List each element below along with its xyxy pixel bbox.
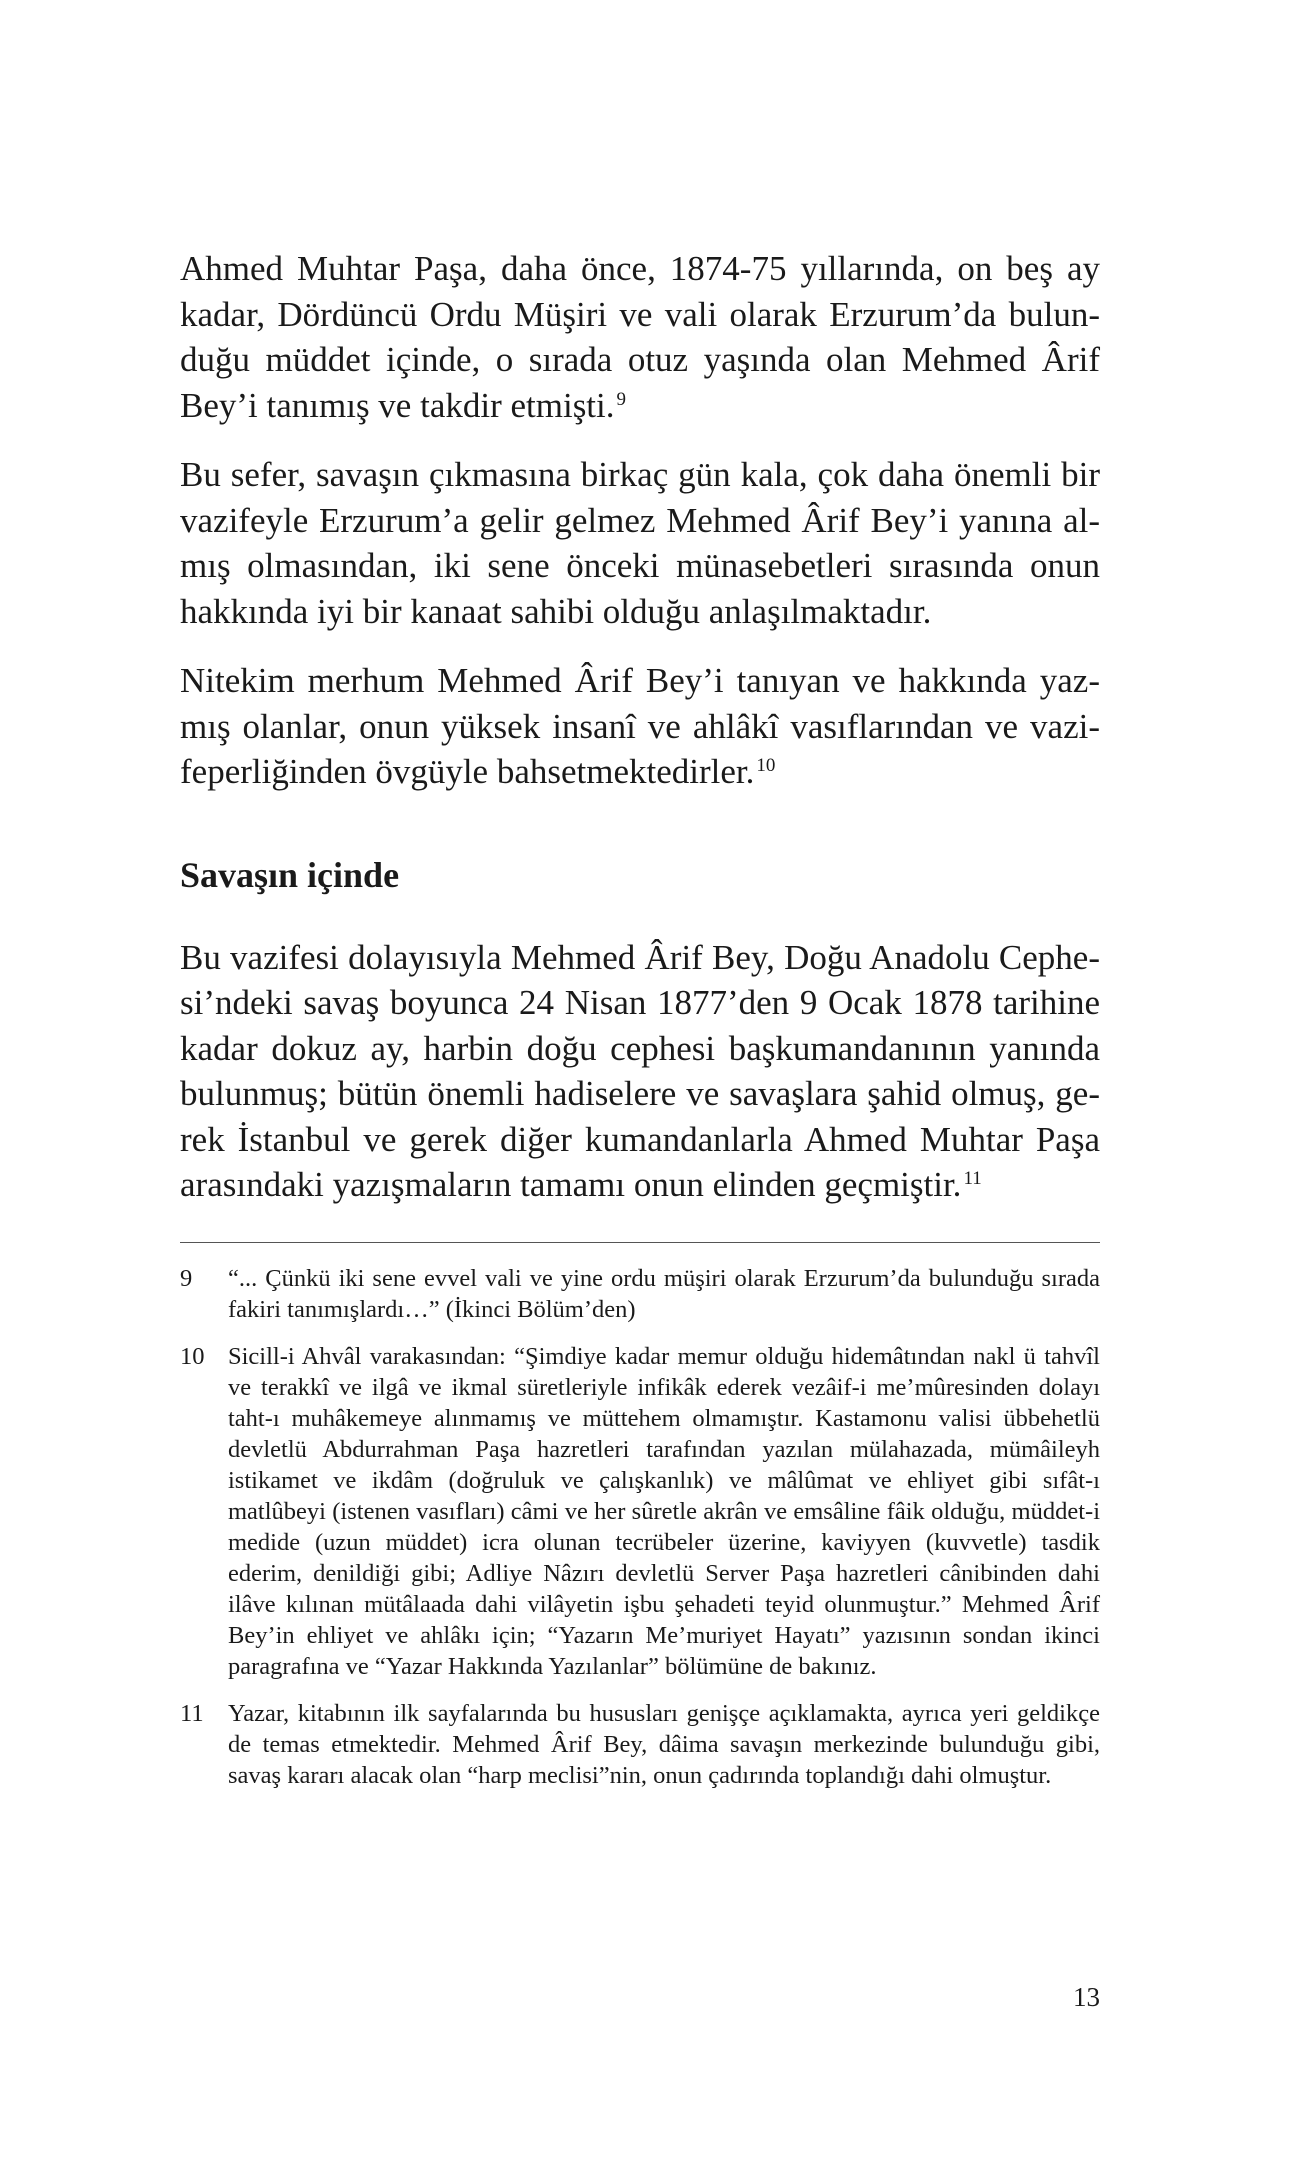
footnote-number: 11 (180, 1699, 204, 1727)
paragraph-text: Bu vazifesi dolayısıyla Mehmed Ârif Bey, Doğu Anadolu Cephesi’ndeki savaş boyunca 24 Nisan 1877’den 9 Ocak 1878 tarihine kadar dokuz ay, harbin doğu cephesi başkumandanının yanında bulunmuş; bütün önemli hadiselere ve savaşlara şahid olmuş, gerek İstanbul ve gerek diğer kumandanlarla Ahmed Muhtar Paşa arasındaki yazışmaların tamamı onun elinden geçmiştir. (180, 937, 1100, 1204)
footnote-number: 10 (180, 1342, 205, 1370)
body-paragraph-4 (180, 935, 1100, 1208)
footnote-10 (180, 1341, 1100, 1682)
footnote-number: 9 (180, 1264, 193, 1292)
paragraph-text: Bu sefer, savaşın çıkmasına birkaç gün kala, çok daha önemli bir vazifeyle Erzurum’a gelir gelmez Mehmed Ârif Bey’i yanına almış olmasından, iki sene önceki münasebetleri sırasında onun hakkında iyi bir kanaat sahibi olduğu anlaşılmaktadır. (180, 455, 1100, 631)
page-number: 13 (1073, 1982, 1100, 2012)
paragraph-text: Ahmed Muhtar Paşa, daha önce, 1874-75 yıllarında, on beş ay kadar, Dördüncü Ordu Müşiri ve vali olarak Erzurum’da bulunduğu müddet içinde, o sırada otuz yaşında olan Mehmed Ârif Bey’i tanımış ve takdir etmişti. (180, 249, 1100, 425)
footnote-text: Yazar, kitabının ilk sayfalarında bu hususları genişçe açıklamakta, ayrıca yeri geldikçe de temas etmektedir. Mehmed Ârif Bey, dâima savaşın merkezinde bulunduğu gibi, savaş kararı alacak olan “harp meclisi”nin, onun çadırında toplandığı dahi olmuştur. (228, 1699, 1100, 1789)
body-paragraph-2 (180, 452, 1100, 634)
section-heading: Savaşın içinde (180, 854, 400, 895)
body-paragraph-3 (180, 658, 1100, 795)
footnote-9 (180, 1263, 1100, 1325)
footnote-reference-11[interactable]: 11 (963, 1168, 982, 1189)
body-paragraph-1 (180, 246, 1100, 428)
footnote-text: “... Çünkü iki sene evvel vali ve yine ordu müşiri olarak Erzurum’da bulunduğu sırada fakiri tanımışlardı…” (İkinci Bölüm’den) (228, 1264, 1100, 1323)
footnote-11 (180, 1698, 1100, 1791)
footnote-reference-10[interactable]: 10 (756, 755, 776, 776)
page-content (180, 246, 1100, 1807)
footnote-reference-9[interactable]: 9 (616, 388, 627, 410)
footnote-divider (180, 1242, 1100, 1243)
footnote-text: Sicill-i Ahvâl varakasından: “Şimdiye kadar memur olduğu hidemâtından nakl ü tahvîl ve terakkî ve ilgâ ve ikmal süretleriyle infikâk ederek vezâif-i me’mûresinden dolayı taht-ı muhâkemeye alınmamış ve müttehem olmamıştır. Kastamonu valisi übbehetlü devletlü Abdurrahman Paşa hazretleri tarafından yazılan mülahazada, mümâileyh istikamet ve ikdâm (doğruluk ve çalışkanlık) ve mâlûmat ve ehliyet gibi sıfât-ı matlûbeyi (istenen vasıfları) câmi ve her sûretle akrân ve emsâline fâik olduğu, müddet-i medide (uzun müddet) icra olunan tecrübeler üzerine, kaviyyen (kuvvetle) tasdik ederim, denildiği gibi; Adliye Nâzırı devletlü Server Paşa hazretleri cânibinden dahi ilâve kılınan mütâlaada dahi vilâyetin işbu şehadeti teyid olunmuştur.” Mehmed Ârif Bey’in ehliyet ve ahlâkı için; “Yazarın Me’muriyet Hayatı” yazısının sondan ikinci paragrafına ve “Yazar Hakkında Yazılanlar” bölümüne de bakınız. (228, 1342, 1100, 1680)
paragraph-text: Nitekim merhum Mehmed Ârif Bey’i tanıyan ve hakkında yazmış olanlar, onun yüksek insanî ve ahlâkî vasıflarından ve vazifeperliğinden övgüyle bahsetmektedirler. (180, 661, 1100, 791)
